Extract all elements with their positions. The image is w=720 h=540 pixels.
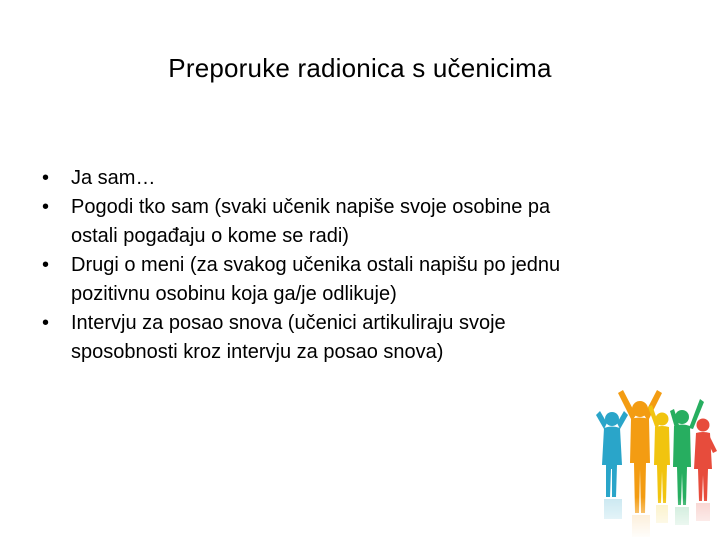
bullet-icon: • [42,254,50,276]
person-red [694,419,717,502]
bullet-text-line: Drugi o meni (za svakog učenika ostali napišu po jednu [71,254,561,276]
bullet-item [42,193,682,251]
bullet-icon: • [42,167,50,189]
bullet-text-line: Ja sam… [71,167,156,189]
person-yellow [648,405,670,503]
bullet-text-line: Intervju za posao snova (učenici artikuliraju svoje [71,312,506,334]
bullet-icon: • [42,196,50,218]
bullet-item [42,164,682,193]
bullet-text-line: sposobnosti kroz intervju za posao snova) [71,341,444,363]
bullet-text-line: ostali pogađaju o kome se radi) [71,225,349,247]
slide-title: Preporuke radionica s učenicima [168,53,552,83]
bullet-icon: • [42,312,50,334]
bullet-item [42,251,682,309]
bullet-item [42,309,682,367]
bullet-text-line: pozitivnu osobinu koja ga/je odlikuje) [71,283,397,305]
person-blue [596,411,628,497]
cheering-people-icon [590,385,720,540]
bullet-list [42,164,682,367]
bullet-text-line: Pogodi tko sam (svaki učenik napiše svoje osobine pa [71,196,551,218]
